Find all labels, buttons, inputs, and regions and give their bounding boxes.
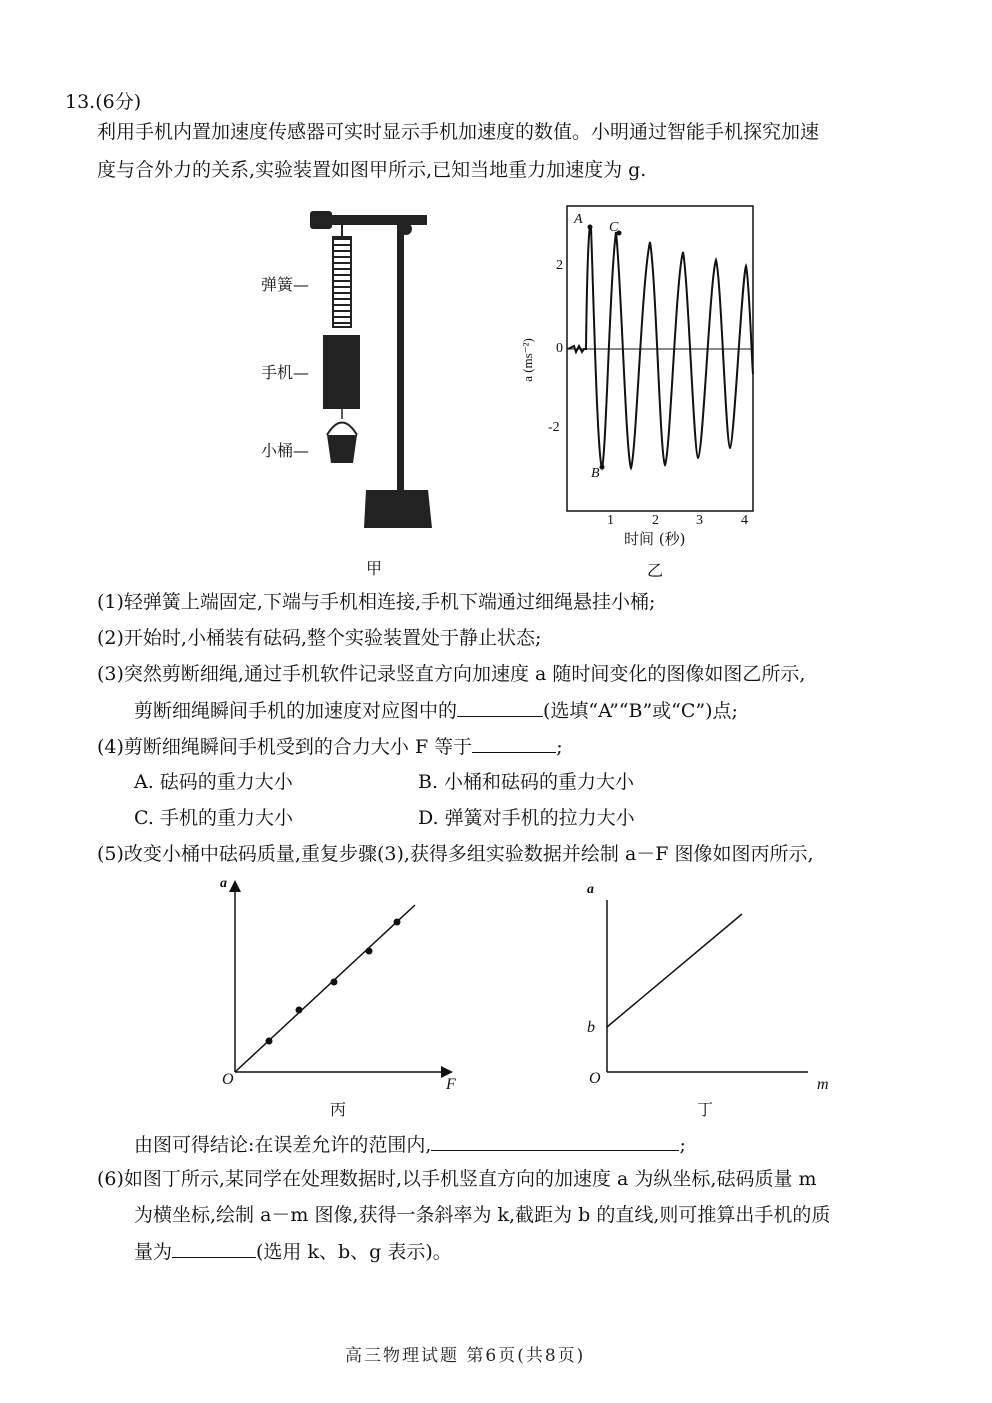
option-a: A. 砝码的重力大小 [134, 771, 293, 793]
step-5-conclusion [134, 1132, 686, 1157]
graph-bing [225, 880, 455, 1080]
step-3-hint: (选填“A”“B”或“C”)点; [543, 700, 738, 722]
step-4 [97, 734, 563, 759]
caption-ding: 丁 [697, 1100, 714, 1119]
answer-blank-5[interactable] [431, 1132, 679, 1151]
point-label-B: B [591, 466, 600, 481]
intro-line-1: 利用手机内置加速度传感器可实时显示手机加速度的数值。小明通过智能手机探究加速 [97, 121, 820, 143]
bing-xlabel: F [446, 1076, 456, 1093]
caption-jia: 甲 [366, 559, 383, 578]
caption-yi: 乙 [647, 561, 664, 580]
ding-intercept: b [587, 1019, 595, 1036]
ding-origin: O [589, 1070, 601, 1087]
step-2: (2)开始时,小桶装有砝码,整个实验装置处于静止状态; [97, 627, 542, 649]
option-d: D. 弹簧对手机的拉力大小 [418, 807, 635, 829]
bing-origin: O [222, 1071, 234, 1088]
bucket [327, 423, 357, 436]
data-point [366, 948, 373, 955]
xtick-3: 3 [696, 513, 703, 528]
xlabel-time: 时间 (秒) [624, 530, 686, 548]
fit-line-ding [607, 914, 742, 1027]
data-point [296, 1007, 303, 1014]
answer-blank-3[interactable] [457, 698, 543, 717]
apparatus-figure [300, 205, 440, 535]
step-6-line2: 为横坐标,绘制 a－m 图像,获得一条斜率为 k,截距为 b 的直线,则可推算出手机的质 [134, 1204, 831, 1226]
step-4-end: ; [556, 736, 563, 758]
ytick-neg2: -2 [548, 420, 560, 435]
intro-line-2: 度与合外力的关系,实验装置如图甲所示,已知当地重力加速度为 g. [97, 159, 647, 181]
step-3-line2 [134, 698, 738, 723]
conclusion-text: 由图可得结论:在误差允许的范围内, [134, 1134, 432, 1156]
data-point [331, 979, 338, 986]
graph-ding [600, 880, 832, 1080]
spring [333, 225, 351, 327]
label-bucket: 小桶— [261, 441, 310, 460]
phone [323, 335, 360, 409]
option-b: B. 小桶和砝码的重力大小 [418, 771, 635, 793]
ytick-2: 2 [556, 258, 563, 273]
step-3-text: 剪断细绳瞬间手机的加速度对应图中的 [134, 700, 458, 722]
fit-line-bing [235, 905, 415, 1072]
step-3-line1: (3)突然剪断细绳,通过手机软件记录竖直方向加速度 a 随时间变化的图像如图乙所示, [97, 663, 806, 685]
caption-bing: 丙 [330, 1100, 347, 1119]
answer-blank-4[interactable] [472, 734, 556, 753]
step-6-text: 量为 [134, 1241, 173, 1263]
xtick-1: 1 [607, 513, 614, 528]
bing-ylabel: a [220, 876, 227, 891]
ding-ylabel: a [587, 882, 594, 897]
step-6-line1: (6)如图丁所示,某同学在处理数据时,以手机竖直方向的加速度 a 为纵坐标,砝码质量 m [97, 1168, 817, 1190]
label-phone: 手机— [261, 363, 310, 382]
conclusion-end: ; [679, 1134, 686, 1156]
step-6-line3 [134, 1239, 452, 1264]
ding-xlabel: m [817, 1076, 829, 1093]
point-label-A: A [574, 212, 583, 227]
step-5: (5)改变小桶中砝码质量,重复步骤(3),获得多组实验数据并绘制 a－F 图像如图丙所示, [97, 843, 814, 865]
step-1: (1)轻弹簧上端固定,下端与手机相连接,手机下端通过细绳悬挂小桶; [97, 591, 656, 613]
point-label-C: C [609, 220, 619, 235]
option-c: C. 手机的重力大小 [134, 807, 293, 829]
ylabel-acceleration: a (ms⁻²) [519, 338, 535, 382]
question-number: 13.(6分) [65, 91, 142, 113]
step-6-hint: (选用 k、b、g 表示)。 [256, 1241, 452, 1263]
acceleration-curve [568, 226, 753, 468]
answer-blank-6[interactable] [172, 1239, 256, 1258]
label-spring: 弹簧— [261, 275, 310, 294]
data-point [266, 1038, 273, 1045]
page-footer: 高三物理试题 第6页(共8页) [345, 1346, 586, 1366]
xtick-2: 2 [652, 513, 659, 528]
xtick-4: 4 [741, 513, 748, 528]
ytick-0: 0 [556, 341, 563, 356]
step-4-text: (4)剪断细绳瞬间手机受到的合力大小 F 等于 [97, 736, 473, 758]
data-point [394, 919, 401, 926]
